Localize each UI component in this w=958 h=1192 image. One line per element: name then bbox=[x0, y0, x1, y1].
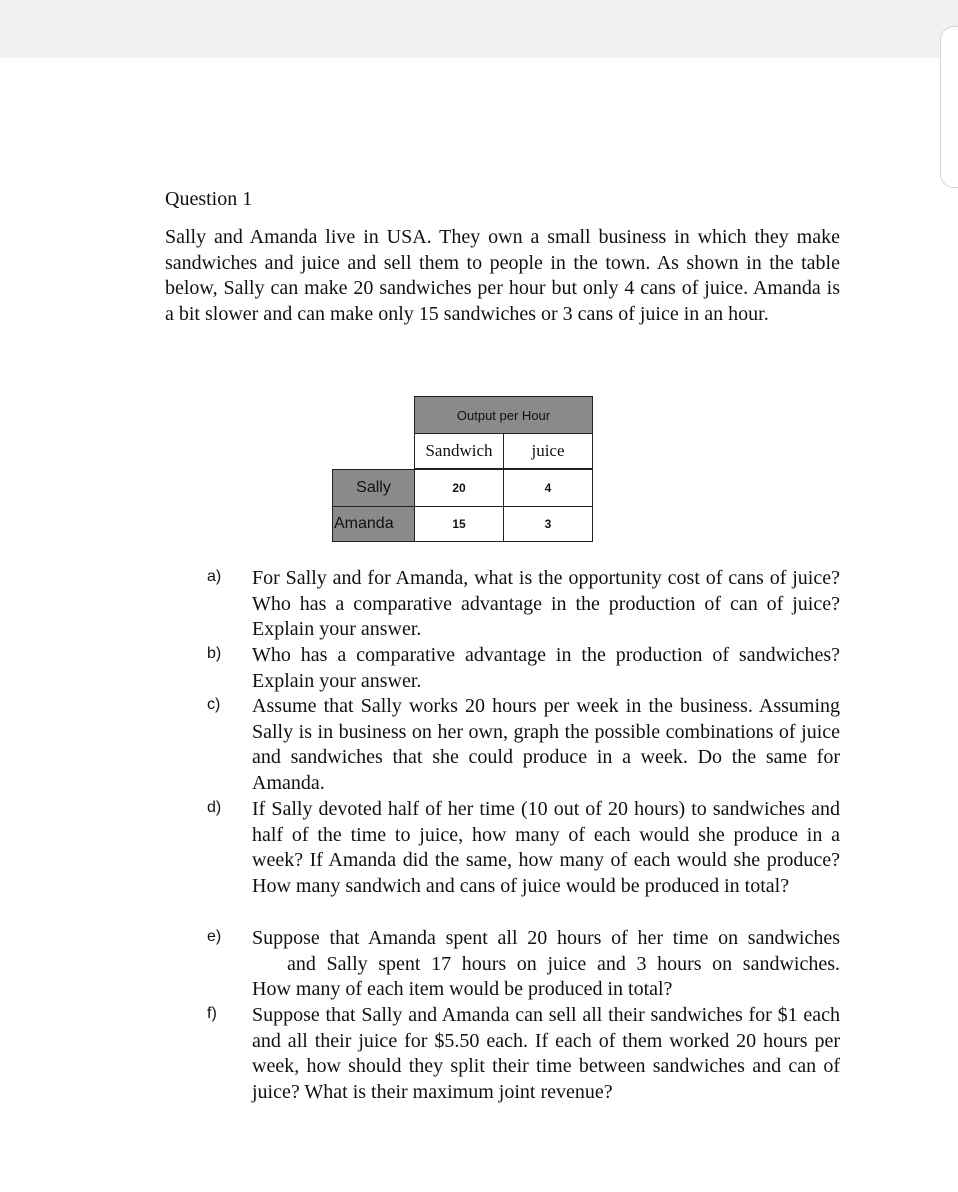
intro-paragraph: Sally and Amanda live in USA. They own a small business in which they make sandwiches and juice and sell them to people in the town. As shown in the table below, Sally can make 20 sandwiches per hour but only 4 cans of juice. Amanda is a bit slower and can make only 15 sandwiches or 3 cans of juice in an hour. bbox=[165, 226, 840, 325]
question-label: f) bbox=[207, 1005, 217, 1022]
row-label-amanda: Amanda bbox=[332, 506, 415, 542]
side-panel-tab[interactable] bbox=[940, 26, 958, 188]
cell-sally-sandwich: 20 bbox=[414, 469, 504, 507]
question-label: e) bbox=[207, 928, 222, 945]
question-text: For Sally and for Amanda, what is the opportunity cost of cans of juice? Who has a comparative advantage in the production of can of juice? Explain your answer. bbox=[252, 567, 840, 641]
question-text-line: and Sally spent 17 hours on juice and 3 hours on sandwiches. bbox=[287, 952, 840, 975]
question-label: d) bbox=[207, 799, 222, 816]
cell-sally-juice: 4 bbox=[503, 469, 593, 507]
question-text: Assume that Sally works 20 hours per week in the business. Assuming Sally is in business on her own, graph the possible combinations of juice and sandwiches that she could produce in a week. Do the same for Amanda. bbox=[252, 695, 840, 794]
col-header-juice: juice bbox=[503, 433, 593, 469]
table-header: Output per Hour bbox=[414, 396, 593, 434]
question-text: Suppose that Sally and Amanda can sell all their sandwiches for $1 each and all their juice for $5.50 each. If each of them worked 20 hours per week, how should they split their time between sandwiches and can of juice? What is their maximum joint revenue? bbox=[252, 1004, 840, 1103]
question-label: a) bbox=[207, 568, 222, 585]
question-title: Question 1 bbox=[165, 188, 253, 210]
question-text: Who has a comparative advantage in the production of sandwiches? Explain your answer. bbox=[252, 644, 840, 692]
top-bar bbox=[0, 0, 958, 58]
question-text-line: Suppose that Amanda spent all 20 hours of her time on sandwiches bbox=[252, 927, 840, 949]
question-text: If Sally devoted half of her time (10 out of 20 hours) to sandwiches and half of the time to juice, how many of each would she produce in a week? If Amanda did the same, how many of each would she produce? How many sandwich and cans of juice would be produced in total? bbox=[252, 798, 840, 897]
question-label: b) bbox=[207, 645, 222, 662]
question-text bbox=[252, 926, 840, 1003]
question-label: c) bbox=[207, 696, 221, 713]
question-text-line: How many of each item would be produced in total? bbox=[252, 978, 673, 1001]
row-label-sally: Sally bbox=[332, 469, 415, 507]
col-header-sandwich: Sandwich bbox=[414, 433, 504, 469]
cell-amanda-sandwich: 15 bbox=[414, 506, 504, 542]
cell-amanda-juice: 3 bbox=[503, 506, 593, 542]
